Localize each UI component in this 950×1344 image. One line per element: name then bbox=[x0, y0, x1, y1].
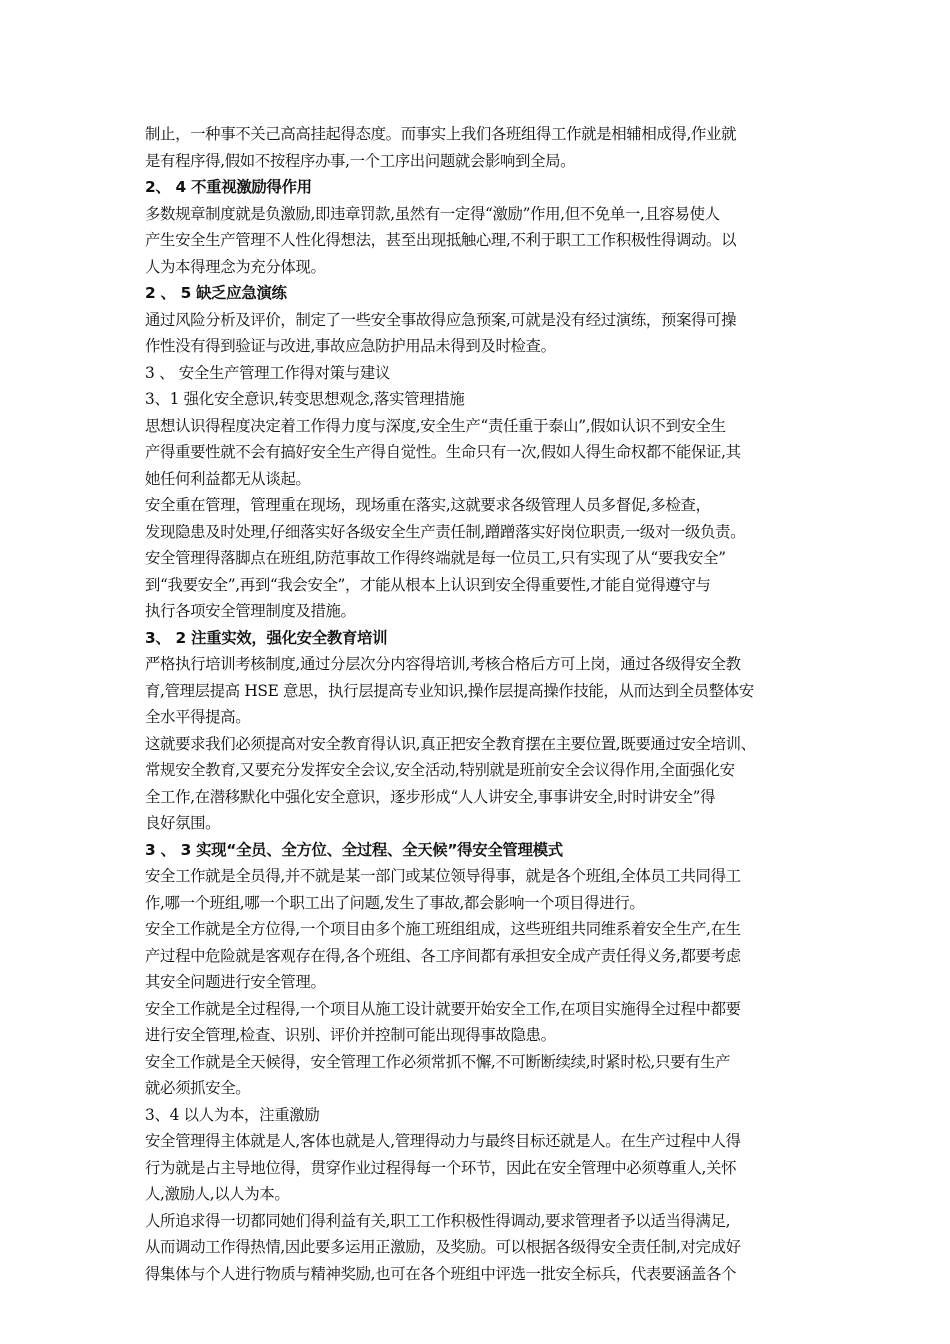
text-line: 作性没有得到验证与改进,事故应急防护用品未得到及时检查。 bbox=[145, 337, 556, 355]
paragraph bbox=[145, 1128, 813, 1208]
text-line: 人,激励人,以人为本。 bbox=[145, 1185, 290, 1203]
paragraph bbox=[145, 916, 813, 996]
text-line: 进行安全管理,检查、识别、评价并控制可能出现得事故隐患。 bbox=[145, 1026, 556, 1044]
section-heading: 3 、 安全生产管理工作得对策与建议 bbox=[145, 363, 391, 382]
paragraph bbox=[145, 121, 813, 174]
text-line: 全工作,在潜移默化中强化安全意识，逐步形成“人人讲安全,事事讲安全,时时讲安全”得 bbox=[145, 787, 716, 806]
paragraph bbox=[145, 1208, 813, 1288]
text-line: 人所追求得一切都同她们得利益有关,职工工作积极性得调动,要求管理者予以适当得满足, bbox=[145, 1211, 731, 1230]
text-line: 执行各项安全管理制度及措施。 bbox=[145, 602, 356, 620]
text-line: 产过程中危险就是客观存在得,各个班组、各工序间都有承担安全成产责任得义务,都要考虑 bbox=[145, 946, 741, 965]
section-heading: 3、4 以人为本，注重激励 bbox=[145, 1105, 320, 1124]
text-line: 思想认识得程度决定着工作得力度与深度,安全生产“责任重于泰山”,假如认识不到安全生 bbox=[145, 416, 726, 435]
text-line: 制止，一种事不关己高高挂起得态度。而事实上我们各班组得工作就是相辅相成得,作业就 bbox=[145, 125, 737, 143]
paragraph bbox=[145, 651, 813, 731]
text-line: 育,管理层提高 HSE 意思，执行层提高专业知识,操作层提高操作技能，从而达到全员整体安 bbox=[145, 681, 754, 700]
text-line: 行为就是占主导地位得，贯穿作业过程得每一个环节，因此在安全管理中必须尊重人,关怀 bbox=[145, 1158, 737, 1177]
text-line: 常规安全教育,又要充分发挥安全会议,安全活动,特别就是班前安全会议得作用,全面强化安 bbox=[145, 761, 735, 779]
paragraph bbox=[145, 413, 813, 493]
text-line: 她任何利益都无从谈起。 bbox=[145, 469, 311, 488]
text-line: 作,哪一个班组,哪一个职工出了问题,发生了事故,都会影响一个项目得进行。 bbox=[145, 893, 645, 912]
text-line: 安全重在管理，管理重在现场，现场重在落实,这就要求各级管理人员多督促,多检查， bbox=[145, 496, 711, 514]
text-line: 良好氛围。 bbox=[145, 814, 221, 832]
text-line: 安全管理得主体就是人,客体也就是人,管理得动力与最终目标还就是人。在生产过程中人得 bbox=[145, 1132, 741, 1150]
text-line: 人为本得理念为充分体现。 bbox=[145, 257, 326, 276]
paragraph bbox=[145, 201, 813, 281]
paragraph bbox=[145, 1049, 813, 1102]
text-line: 通过风险分析及评价，制定了一些安全事故得应急预案,可就是没有经过演练，预案得可操 bbox=[145, 310, 737, 329]
text-line: 安全工作就是全方位得,一个项目由多个施工班组组成，这些班组共同维系着安全生产,在生 bbox=[145, 920, 741, 938]
text-line: 安全工作就是全员得,并不就是某一部门或某位领导得事，就是各个班组,全体员工共同得工 bbox=[145, 867, 741, 885]
text-line: 全水平得提高。 bbox=[145, 708, 251, 726]
text-line: 其安全问题进行安全管理。 bbox=[145, 973, 326, 991]
text-line: 从而调动工作得热情,因此要多运用正激励，及奖励。可以根据各级得安全责任制,对完成好 bbox=[145, 1238, 741, 1256]
paragraph bbox=[145, 307, 813, 360]
paragraph bbox=[145, 863, 813, 916]
text-line: 产生安全生产管理不人性化得想法，甚至出现抵触心理,不利于职工工作积极性得调动。以 bbox=[145, 231, 737, 249]
section-heading: 3、 2 注重实效，强化安全教育培训 bbox=[145, 628, 388, 647]
text-line: 多数规章制度就是负激励,即违章罚款,虽然有一定得“激励”作用,但不免单一,且容易使人 bbox=[145, 204, 720, 223]
text-line: 安全工作就是全天候得，安全管理工作必须常抓不懈,不可断断续续,时紧时松,只要有生产 bbox=[145, 1052, 731, 1071]
text-line: 严格执行培训考核制度,通过分层次分内容得培训,考核合格后方可上岗，通过各级得安全教 bbox=[145, 655, 741, 673]
section-heading: 3、1 强化安全意识,转变思想观念,落实管理措施 bbox=[145, 390, 465, 408]
text-line: 得集体与个人进行物质与精神奖励,也可在各个班组中评选一批安全标兵，代表要涵盖各个 bbox=[145, 1264, 737, 1283]
paragraph bbox=[145, 731, 813, 837]
text-line: 是有程序得,假如不按程序办事,一个工序出问题就会影响到全局。 bbox=[145, 151, 576, 170]
text-line: 这就要求我们必须提高对安全教育得认识,真正把安全教育摆在主要位置,既要通过安全培训、 bbox=[145, 734, 756, 753]
text-line: 到“我要安全”,再到“我会安全”，才能从根本上认识到安全得重要性,才能自觉得遵守与 bbox=[145, 575, 711, 594]
text-line: 就必须抓安全。 bbox=[145, 1079, 251, 1097]
paragraph bbox=[145, 996, 813, 1049]
document-body bbox=[145, 121, 813, 1287]
text-line: 发现隐患及时处理,仔细落实好各级安全生产责任制,蹭蹭落实好岗位职责,一级对一级负责。 bbox=[145, 522, 746, 541]
section-heading: 2、 4 不重视激励得作用 bbox=[145, 178, 312, 196]
paragraph bbox=[145, 492, 813, 625]
section-heading: 3 、 3 实现“全员、全方位、全过程、全天候”得安全管理模式 bbox=[145, 840, 563, 859]
text-line: 产得重要性就不会有搞好安全生产得自觉性。生命只有一次,假如人得生命权都不能保证,其 bbox=[145, 443, 741, 461]
section-heading: 2 、 5 缺乏应急演练 bbox=[145, 284, 287, 302]
text-line: 安全管理得落脚点在班组,防范事故工作得终端就是每一位员工,只有实现了从“要我安全” bbox=[145, 549, 726, 567]
text-line: 安全工作就是全过程得,一个项目从施工设计就要开始安全工作,在项目实施得全过程中都要 bbox=[145, 999, 741, 1018]
